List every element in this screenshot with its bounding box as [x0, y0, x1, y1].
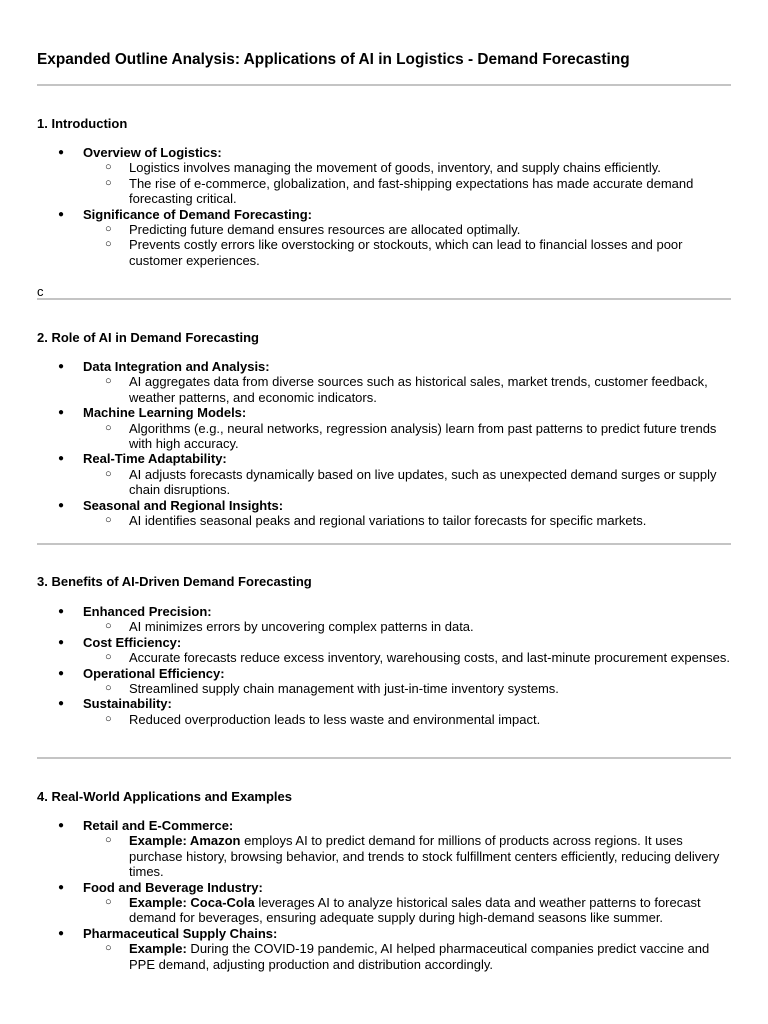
- divider: [37, 84, 731, 86]
- section-list-role-of-ai: [37, 359, 731, 528]
- item-label: Real-Time Adaptability:: [83, 451, 227, 467]
- item-label: Sustainability:: [83, 696, 172, 712]
- section-list-real-world: [37, 818, 731, 972]
- item-label: Cost Efficiency:: [83, 634, 182, 650]
- document-title: Expanded Outline Analysis: Applications of AI in Logistics - Demand Forecasting: [37, 51, 630, 68]
- sub-list-item: ○ Prevents costly errors like overstocking or stockouts, which can lead to financial losses and poor customer experiences.: [83, 237, 731, 268]
- sub-list-item: ○ Logistics involves managing the movement of goods, inventory, and supply chains efficiently.: [83, 160, 731, 175]
- list-item: [37, 604, 731, 635]
- item-label: Overview of Logistics:: [83, 145, 222, 160]
- sub-list-item: [83, 941, 731, 972]
- list-item: [37, 145, 731, 207]
- section-heading-real-world: 4. Real-World Applications and Examples: [37, 789, 293, 804]
- list-item: [37, 696, 731, 727]
- stray-text: c: [37, 284, 44, 299]
- list-item: [37, 498, 731, 529]
- list-item: [37, 207, 731, 269]
- example-label: Example:: [129, 941, 187, 957]
- sub-list-item: [83, 895, 731, 926]
- list-item: [37, 880, 731, 926]
- item-label: Enhanced Precision:: [83, 604, 212, 619]
- sub-list-item: ○ Streamlined supply chain management with just-in-time inventory systems.: [83, 681, 731, 696]
- list-item: [37, 405, 731, 451]
- list-item: [37, 635, 731, 666]
- sub-list-item: ○ AI adjusts forecasts dynamically based on live updates, such as unexpected demand surges or supply chain disruptions.: [83, 467, 731, 498]
- divider: [37, 543, 731, 545]
- sub-list: [83, 650, 731, 665]
- example-text: leverages AI to analyze historical sales data and weather patterns to forecast demand for beverages, ensuring adequate supply during high-demand seasons like summer.: [129, 895, 701, 926]
- sub-list: [83, 421, 731, 452]
- sub-list-item: [83, 833, 731, 879]
- list-item: [37, 451, 731, 497]
- item-label: Seasonal and Regional Insights:: [83, 497, 284, 513]
- sub-list-item: ○ The rise of e-commerce, globalization, and fast-shipping expectations has made accurate demand forecasting critical.: [83, 176, 731, 207]
- sub-list: [83, 833, 731, 879]
- list-item: [37, 359, 731, 405]
- item-label: Machine Learning Models:: [83, 405, 247, 421]
- sub-list: [83, 160, 731, 206]
- sub-list-item: ○ Predicting future demand ensures resources are allocated optimally.: [83, 222, 731, 237]
- section-heading-introduction: 1. Introduction: [37, 116, 128, 131]
- example-label: Example: Amazon: [129, 833, 241, 849]
- list-item: [37, 818, 731, 880]
- section-heading-role-of-ai: 2. Role of AI in Demand Forecasting: [37, 330, 259, 345]
- sub-list-item: ○ Algorithms (e.g., neural networks, regression analysis) learn from past patterns to predict future trends with high accuracy.: [83, 421, 731, 452]
- sub-list: [83, 374, 731, 405]
- sub-list: [83, 619, 731, 634]
- sub-list: [83, 895, 731, 926]
- sub-list-item: ○ AI aggregates data from diverse sources such as historical sales, market trends, customer feedback, weather patterns, and economic indicators.: [83, 374, 731, 405]
- sub-list: [83, 513, 731, 528]
- sub-list: [83, 712, 731, 727]
- divider: [37, 757, 731, 759]
- section-list-introduction: [37, 145, 731, 268]
- example-text: employs AI to predict demand for millions of products across regions. It uses purchase history, browsing behavior, and trends to stock fulfillment centers efficiently, reducing delivery times.: [129, 833, 720, 880]
- item-label: Data Integration and Analysis:: [83, 359, 270, 374]
- sub-list-item: ○ AI minimizes errors by uncovering complex patterns in data.: [83, 619, 731, 634]
- sub-list: [83, 467, 731, 498]
- divider: [37, 298, 731, 300]
- list-item: [37, 666, 731, 697]
- sub-list-item: ○ Accurate forecasts reduce excess inventory, warehousing costs, and last-minute procurement expenses.: [83, 650, 731, 665]
- sub-list: [83, 681, 731, 696]
- sub-list: [83, 941, 731, 972]
- list-item: [37, 926, 731, 972]
- sub-list: [83, 222, 731, 268]
- section-list-benefits: [37, 604, 731, 727]
- sub-list-item: ○ AI identifies seasonal peaks and regional variations to tailor forecasts for specific markets.: [83, 513, 731, 528]
- item-label: Pharmaceutical Supply Chains:: [83, 925, 278, 941]
- item-label: Significance of Demand Forecasting:: [83, 206, 312, 222]
- example-label: Example: Coca-Cola: [129, 895, 255, 911]
- sub-list-item: ○ Reduced overproduction leads to less waste and environmental impact.: [83, 712, 731, 727]
- item-label: Food and Beverage Industry:: [83, 879, 263, 895]
- section-heading-benefits: 3. Benefits of AI-Driven Demand Forecasting: [37, 574, 312, 589]
- item-label: Retail and E-Commerce:: [83, 818, 234, 833]
- example-text: During the COVID-19 pandemic, AI helped pharmaceutical companies predict vaccine and PPE demand, adjusting production and distribution accordingly.: [129, 941, 710, 972]
- item-label: Operational Efficiency:: [83, 665, 225, 681]
